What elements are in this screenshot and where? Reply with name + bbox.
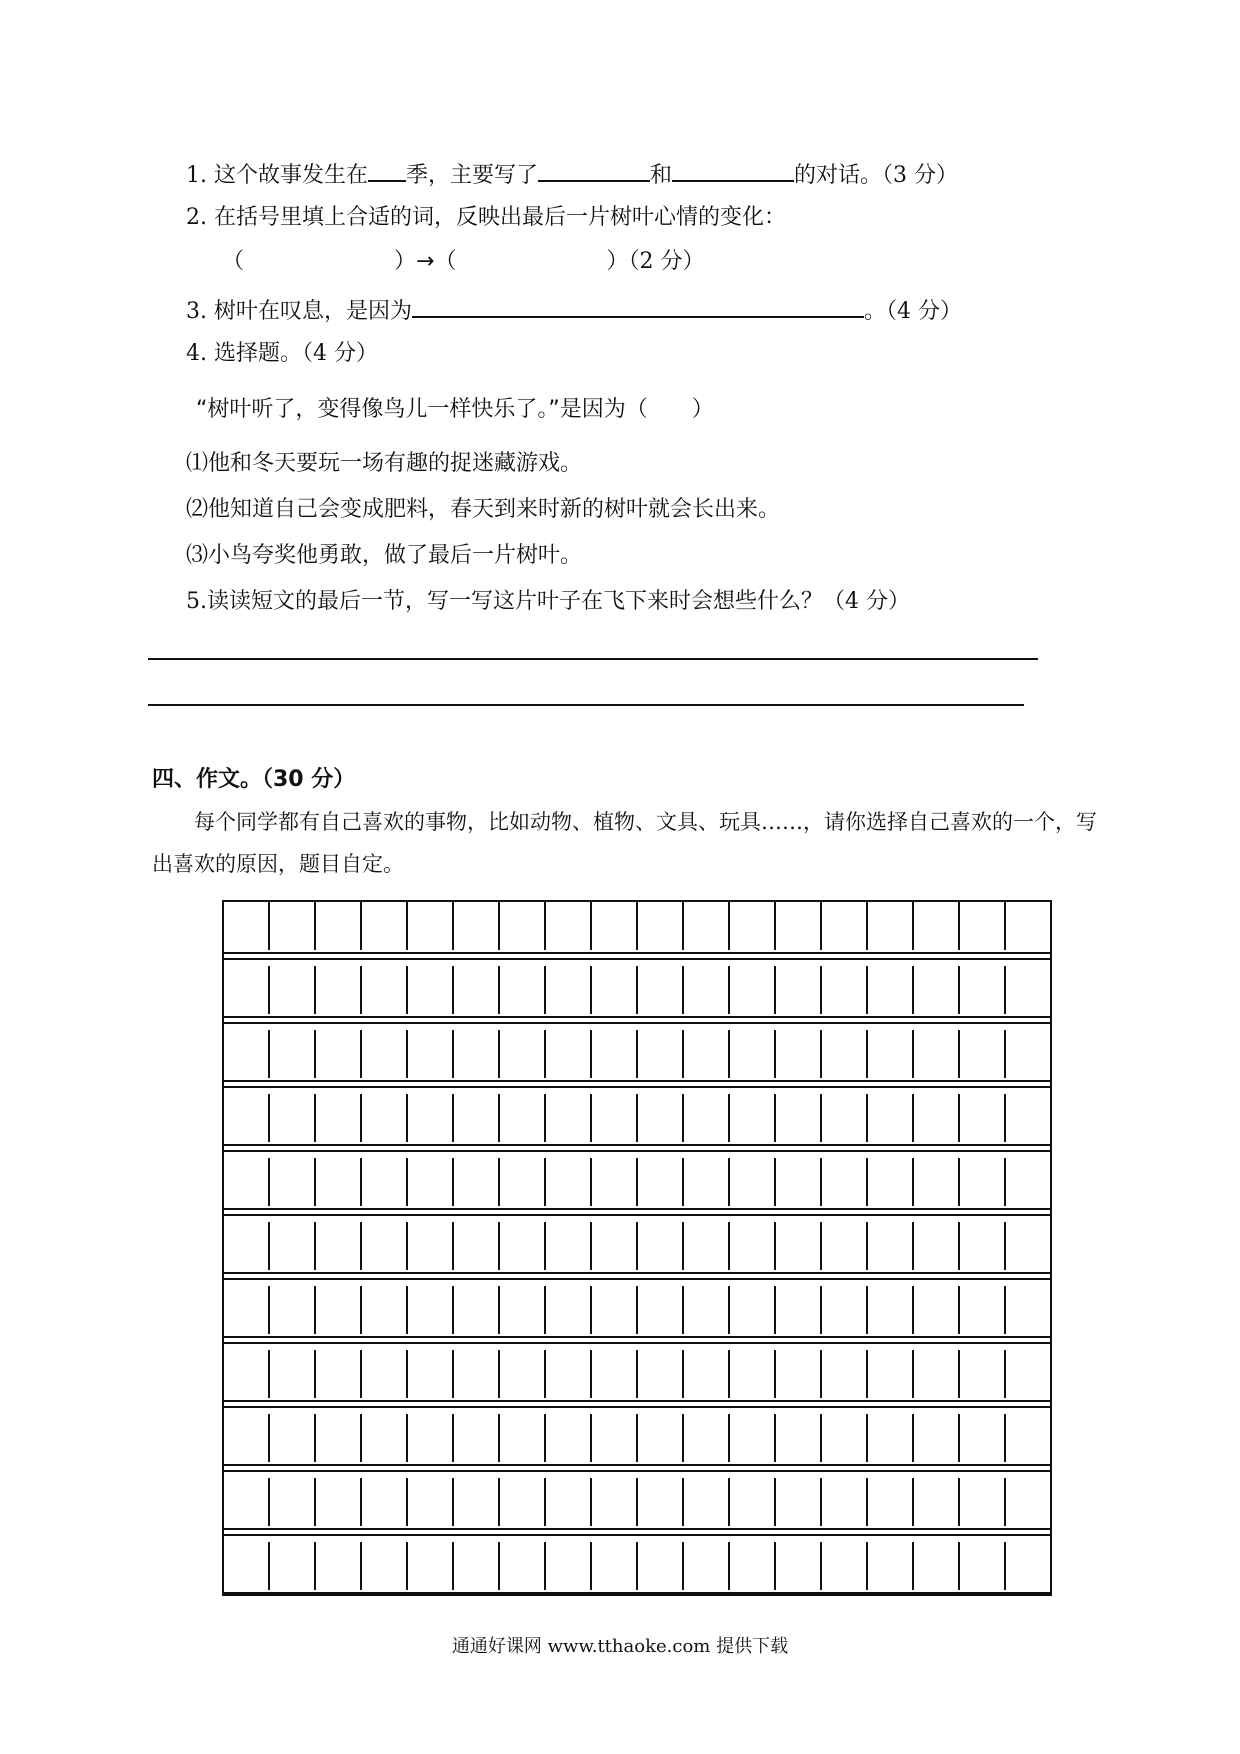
grid-cell[interactable]: [960, 1478, 1006, 1526]
grid-cell[interactable]: [316, 1094, 362, 1142]
grid-cell[interactable]: [960, 1542, 1006, 1590]
grid-cell[interactable]: [730, 902, 776, 950]
grid-cell[interactable]: [776, 1030, 822, 1078]
grid-cell[interactable]: [960, 1286, 1006, 1334]
grid-cell[interactable]: [914, 1158, 960, 1206]
grid-row: [224, 1414, 1050, 1462]
question-3-text-a: 3. 树叶在叹息，是因为: [186, 299, 412, 324]
grid-cell[interactable]: [592, 1158, 638, 1206]
grid-cell[interactable]: [914, 1222, 960, 1270]
grid-cell[interactable]: [316, 966, 362, 1014]
grid-cell[interactable]: [914, 1286, 960, 1334]
grid-row: [224, 966, 1050, 1014]
grid-cell[interactable]: [730, 1158, 776, 1206]
grid-cell[interactable]: [638, 1414, 684, 1462]
grid-cell[interactable]: [638, 1158, 684, 1206]
grid-cell[interactable]: [684, 902, 730, 950]
grid-cell[interactable]: [730, 1542, 776, 1590]
grid-cell[interactable]: [960, 902, 1006, 950]
grid-cell[interactable]: [868, 966, 914, 1014]
grid-cell[interactable]: [638, 902, 684, 950]
grid-cell[interactable]: [914, 1542, 960, 1590]
grid-cell[interactable]: [638, 966, 684, 1014]
grid-row: [224, 1542, 1050, 1590]
grid-cell[interactable]: [362, 1158, 408, 1206]
paren-close-2: ）: [606, 249, 629, 274]
grid-cell[interactable]: [684, 1222, 730, 1270]
grid-cell[interactable]: [224, 1094, 270, 1142]
grid-cell[interactable]: [914, 1030, 960, 1078]
grid-cell[interactable]: [638, 1478, 684, 1526]
question-4: 4. 选择题。（4 分）: [186, 341, 378, 366]
grid-cell[interactable]: [316, 1542, 362, 1590]
grid-cell[interactable]: [592, 1414, 638, 1462]
grid-cell[interactable]: [868, 1286, 914, 1334]
grid-cell[interactable]: [546, 1222, 592, 1270]
grid-cell[interactable]: [822, 1158, 868, 1206]
grid-cell[interactable]: [822, 1350, 868, 1398]
grid-cell[interactable]: [224, 966, 270, 1014]
grid-cell[interactable]: [592, 1094, 638, 1142]
grid-cell[interactable]: [730, 1094, 776, 1142]
footer-credit: 通通好课网 www.tthaoke.com 提供下载: [451, 1636, 789, 1657]
grid-cell[interactable]: [684, 1158, 730, 1206]
grid-cell[interactable]: [592, 1542, 638, 1590]
grid-row: [224, 1350, 1050, 1398]
grid-cell[interactable]: [868, 1158, 914, 1206]
grid-cell[interactable]: [362, 1542, 408, 1590]
grid-row-separator: [224, 952, 1050, 960]
grid-cell[interactable]: [960, 1158, 1006, 1206]
grid-cell[interactable]: [638, 1094, 684, 1142]
question-3-text-b: 。（4 分）: [863, 299, 962, 324]
grid-cell[interactable]: [408, 1542, 454, 1590]
grid-cell[interactable]: [868, 1094, 914, 1142]
grid-cell[interactable]: [776, 902, 822, 950]
grid-cell[interactable]: [224, 1222, 270, 1270]
grid-cell[interactable]: [822, 1414, 868, 1462]
grid-cell[interactable]: [822, 966, 868, 1014]
grid-cell[interactable]: [500, 1158, 546, 1206]
grid-cell[interactable]: [408, 1222, 454, 1270]
grid-cell[interactable]: [270, 1094, 316, 1142]
grid-row: [224, 1030, 1050, 1078]
grid-cell[interactable]: [316, 1350, 362, 1398]
question-4-quote: “树叶听了，变得像鸟儿一样快乐了。”: [196, 397, 560, 422]
grid-cell[interactable]: [500, 1542, 546, 1590]
grid-cell[interactable]: [868, 902, 914, 950]
grid-cell[interactable]: [868, 1350, 914, 1398]
grid-cell[interactable]: [316, 1030, 362, 1078]
grid-cell[interactable]: [500, 966, 546, 1014]
grid-cell[interactable]: [408, 902, 454, 950]
grid-cell[interactable]: [730, 966, 776, 1014]
grid-cell[interactable]: [454, 1158, 500, 1206]
grid-cell[interactable]: [224, 1030, 270, 1078]
grid-cell[interactable]: [914, 966, 960, 1014]
grid-cell[interactable]: [822, 1222, 868, 1270]
grid-cell[interactable]: [592, 1222, 638, 1270]
grid-row-separator: [224, 1208, 1050, 1216]
grid-cell[interactable]: [362, 1350, 408, 1398]
grid-row-separator: [224, 1592, 1050, 1600]
season-blank[interactable]: [368, 158, 406, 182]
grid-cell[interactable]: [684, 1350, 730, 1398]
grid-cell[interactable]: [914, 902, 960, 950]
grid-cell[interactable]: [822, 902, 868, 950]
grid-cell[interactable]: [362, 966, 408, 1014]
grid-row-separator: [224, 1464, 1050, 1472]
grid-cell[interactable]: [638, 1030, 684, 1078]
question-4-quote-tail: 是因为（ ）: [559, 397, 714, 422]
grid-cell[interactable]: [500, 1286, 546, 1334]
grid-row-separator: [224, 1400, 1050, 1408]
grid-cell[interactable]: [684, 1478, 730, 1526]
grid-cell[interactable]: [454, 1414, 500, 1462]
grid-cell[interactable]: [270, 1158, 316, 1206]
grid-cell[interactable]: [454, 1222, 500, 1270]
grid-cell[interactable]: [316, 1286, 362, 1334]
question-2-answer-row: [222, 248, 705, 276]
grid-cell[interactable]: [500, 1478, 546, 1526]
grid-cell[interactable]: [270, 1350, 316, 1398]
grid-cell[interactable]: [270, 1478, 316, 1526]
grid-cell[interactable]: [454, 902, 500, 950]
grid-row-separator: [224, 1272, 1050, 1280]
grid-cell[interactable]: [868, 1542, 914, 1590]
grid-cell[interactable]: [546, 1030, 592, 1078]
question-3: [186, 294, 962, 326]
writing-grid[interactable]: [222, 900, 1052, 1596]
grid-cell[interactable]: [316, 1222, 362, 1270]
grid-cell[interactable]: [270, 966, 316, 1014]
option-2[interactable]: ⑵他知道自己会变成肥料，春天到来时新的树叶就会长出来。: [186, 497, 781, 522]
grid-cell[interactable]: [1006, 902, 1050, 950]
grid-cell[interactable]: [270, 1030, 316, 1078]
grid-cell[interactable]: [868, 1478, 914, 1526]
paren-open-2: （: [434, 249, 457, 274]
grid-cell[interactable]: [546, 1094, 592, 1142]
question-5: 5.读读短文的最后一节，写一写这片叶子在飞下来时会想些什么？（4 分）: [186, 589, 910, 614]
grid-cell[interactable]: [776, 1094, 822, 1142]
grid-cell[interactable]: [546, 1414, 592, 1462]
grid-cell[interactable]: [224, 1350, 270, 1398]
answer-line-2[interactable]: [148, 704, 1024, 706]
grid-cell[interactable]: [638, 1222, 684, 1270]
grid-cell[interactable]: [868, 1030, 914, 1078]
grid-cell[interactable]: [362, 1222, 408, 1270]
grid-cell[interactable]: [638, 1542, 684, 1590]
grid-cell[interactable]: [730, 1350, 776, 1398]
grid-cell[interactable]: [224, 1478, 270, 1526]
grid-cell[interactable]: [454, 1478, 500, 1526]
grid-cell[interactable]: [454, 1350, 500, 1398]
character-2-blank[interactable]: [672, 158, 794, 182]
grid-cell[interactable]: [1006, 1094, 1050, 1142]
grid-cell[interactable]: [684, 1030, 730, 1078]
grid-cell[interactable]: [408, 1094, 454, 1142]
question-1-text-d: 的对话。（3 分）: [794, 163, 959, 188]
grid-cell[interactable]: [776, 1542, 822, 1590]
grid-cell[interactable]: [1006, 1030, 1050, 1078]
grid-cell[interactable]: [224, 1542, 270, 1590]
composition-prompt-line-1: 每个同学都有自己喜欢的事物，比如动物、植物、文具、玩具……，请你选择自己喜欢的一个，写: [194, 810, 1097, 834]
composition-heading: 四、作文。（30 分）: [152, 767, 356, 792]
grid-cell[interactable]: [362, 1030, 408, 1078]
grid-cell[interactable]: [454, 1286, 500, 1334]
grid-row-separator: [224, 1528, 1050, 1536]
grid-cell[interactable]: [546, 1158, 592, 1206]
grid-cell[interactable]: [730, 1030, 776, 1078]
reason-blank[interactable]: [412, 294, 864, 318]
grid-cell[interactable]: [960, 1222, 1006, 1270]
grid-cell[interactable]: [316, 1414, 362, 1462]
paren-close-1: ）: [394, 249, 417, 274]
grid-cell[interactable]: [776, 1478, 822, 1526]
grid-cell[interactable]: [500, 1222, 546, 1270]
grid-cell[interactable]: [500, 1030, 546, 1078]
grid-cell[interactable]: [362, 1094, 408, 1142]
question-1-text-a: 1. 这个故事发生在: [186, 163, 368, 188]
grid-cell[interactable]: [638, 1350, 684, 1398]
grid-row-separator: [224, 1080, 1050, 1088]
grid-cell[interactable]: [730, 1414, 776, 1462]
grid-cell[interactable]: [500, 902, 546, 950]
grid-cell[interactable]: [546, 1350, 592, 1398]
grid-cell[interactable]: [592, 966, 638, 1014]
grid-cell[interactable]: [868, 1414, 914, 1462]
answer-line-1[interactable]: [148, 658, 1038, 660]
grid-cell[interactable]: [500, 1094, 546, 1142]
grid-cell[interactable]: [270, 1414, 316, 1462]
grid-cell[interactable]: [546, 902, 592, 950]
grid-cell[interactable]: [270, 1542, 316, 1590]
grid-cell[interactable]: [1006, 1414, 1050, 1462]
grid-row: [224, 1222, 1050, 1270]
grid-cell[interactable]: [776, 1350, 822, 1398]
grid-cell[interactable]: [362, 902, 408, 950]
grid-cell[interactable]: [822, 1094, 868, 1142]
grid-cell[interactable]: [454, 1542, 500, 1590]
grid-cell[interactable]: [592, 902, 638, 950]
grid-cell[interactable]: [638, 1286, 684, 1334]
grid-cell[interactable]: [362, 1478, 408, 1526]
grid-cell[interactable]: [776, 1222, 822, 1270]
grid-row: [224, 1094, 1050, 1142]
grid-cell[interactable]: [454, 1094, 500, 1142]
grid-cell[interactable]: [914, 1350, 960, 1398]
grid-cell[interactable]: [316, 902, 362, 950]
grid-row-separator: [224, 1336, 1050, 1344]
grid-cell[interactable]: [960, 1414, 1006, 1462]
grid-cell[interactable]: [822, 1030, 868, 1078]
grid-cell[interactable]: [1006, 966, 1050, 1014]
grid-cell[interactable]: [546, 1542, 592, 1590]
grid-row-separator: [224, 1016, 1050, 1024]
grid-cell[interactable]: [270, 1286, 316, 1334]
grid-cell[interactable]: [868, 1222, 914, 1270]
grid-cell[interactable]: [960, 1094, 1006, 1142]
grid-cell[interactable]: [684, 966, 730, 1014]
character-1-blank[interactable]: [538, 158, 650, 182]
paren-open-1: （: [222, 249, 245, 274]
grid-cell[interactable]: [408, 1030, 454, 1078]
grid-cell[interactable]: [822, 1286, 868, 1334]
grid-cell[interactable]: [960, 1030, 1006, 1078]
grid-cell[interactable]: [546, 1478, 592, 1526]
grid-cell[interactable]: [224, 902, 270, 950]
grid-cell[interactable]: [1006, 1350, 1050, 1398]
grid-cell[interactable]: [730, 1286, 776, 1334]
question-2-score: （2 分）: [628, 249, 705, 274]
option-3[interactable]: ⑶小鸟夸奖他勇敢，做了最后一片树叶。: [186, 543, 583, 568]
grid-cell[interactable]: [270, 902, 316, 950]
grid-row: [224, 902, 1050, 950]
grid-cell[interactable]: [822, 1542, 868, 1590]
grid-cell[interactable]: [224, 1158, 270, 1206]
grid-cell[interactable]: [960, 966, 1006, 1014]
grid-cell[interactable]: [408, 1350, 454, 1398]
question-1-text-b: 季，主要写了: [405, 163, 538, 188]
grid-cell[interactable]: [1006, 1158, 1050, 1206]
grid-cell[interactable]: [592, 1286, 638, 1334]
grid-cell[interactable]: [684, 1286, 730, 1334]
grid-cell[interactable]: [224, 1286, 270, 1334]
question-2: 2. 在括号里填上合适的词，反映出最后一片树叶心情的变化：: [186, 205, 786, 230]
grid-cell[interactable]: [500, 1414, 546, 1462]
grid-cell[interactable]: [730, 1222, 776, 1270]
grid-row: [224, 1158, 1050, 1206]
option-1[interactable]: ⑴他和冬天要玩一场有趣的捉迷藏游戏。: [186, 451, 583, 476]
grid-cell[interactable]: [408, 1158, 454, 1206]
question-1: [186, 158, 958, 190]
grid-row: [224, 1286, 1050, 1334]
grid-row-separator: [224, 1144, 1050, 1152]
grid-cell[interactable]: [1006, 1478, 1050, 1526]
grid-cell[interactable]: [684, 1542, 730, 1590]
grid-cell[interactable]: [362, 1414, 408, 1462]
grid-cell[interactable]: [270, 1222, 316, 1270]
question-1-text-c: 和: [650, 163, 673, 188]
grid-cell[interactable]: [316, 1158, 362, 1206]
grid-cell[interactable]: [546, 1286, 592, 1334]
grid-row: [224, 1478, 1050, 1526]
grid-cell[interactable]: [822, 1478, 868, 1526]
grid-cell[interactable]: [776, 1414, 822, 1462]
grid-cell[interactable]: [776, 1158, 822, 1206]
grid-cell[interactable]: [592, 1478, 638, 1526]
grid-cell[interactable]: [408, 1414, 454, 1462]
grid-cell[interactable]: [914, 1094, 960, 1142]
grid-cell[interactable]: [408, 1286, 454, 1334]
grid-cell[interactable]: [408, 1478, 454, 1526]
grid-cell[interactable]: [454, 1030, 500, 1078]
grid-cell[interactable]: [914, 1414, 960, 1462]
arrow-icon: →: [416, 249, 435, 274]
grid-cell[interactable]: [408, 966, 454, 1014]
grid-cell[interactable]: [776, 966, 822, 1014]
grid-cell[interactable]: [546, 966, 592, 1014]
composition-prompt-line-2: 出喜欢的原因，题目自定。: [152, 852, 404, 876]
grid-cell[interactable]: [362, 1286, 408, 1334]
grid-cell[interactable]: [776, 1286, 822, 1334]
grid-cell[interactable]: [730, 1478, 776, 1526]
grid-cell[interactable]: [316, 1478, 362, 1526]
grid-cell[interactable]: [960, 1350, 1006, 1398]
grid-cell[interactable]: [224, 1414, 270, 1462]
question-4-quote-line: [196, 396, 714, 424]
grid-cell[interactable]: [1006, 1286, 1050, 1334]
grid-cell[interactable]: [592, 1030, 638, 1078]
grid-cell[interactable]: [684, 1414, 730, 1462]
grid-cell[interactable]: [1006, 1542, 1050, 1590]
grid-cell[interactable]: [454, 966, 500, 1014]
grid-cell[interactable]: [1006, 1222, 1050, 1270]
grid-cell[interactable]: [592, 1350, 638, 1398]
grid-cell[interactable]: [500, 1350, 546, 1398]
grid-cell[interactable]: [914, 1478, 960, 1526]
grid-cell[interactable]: [684, 1094, 730, 1142]
